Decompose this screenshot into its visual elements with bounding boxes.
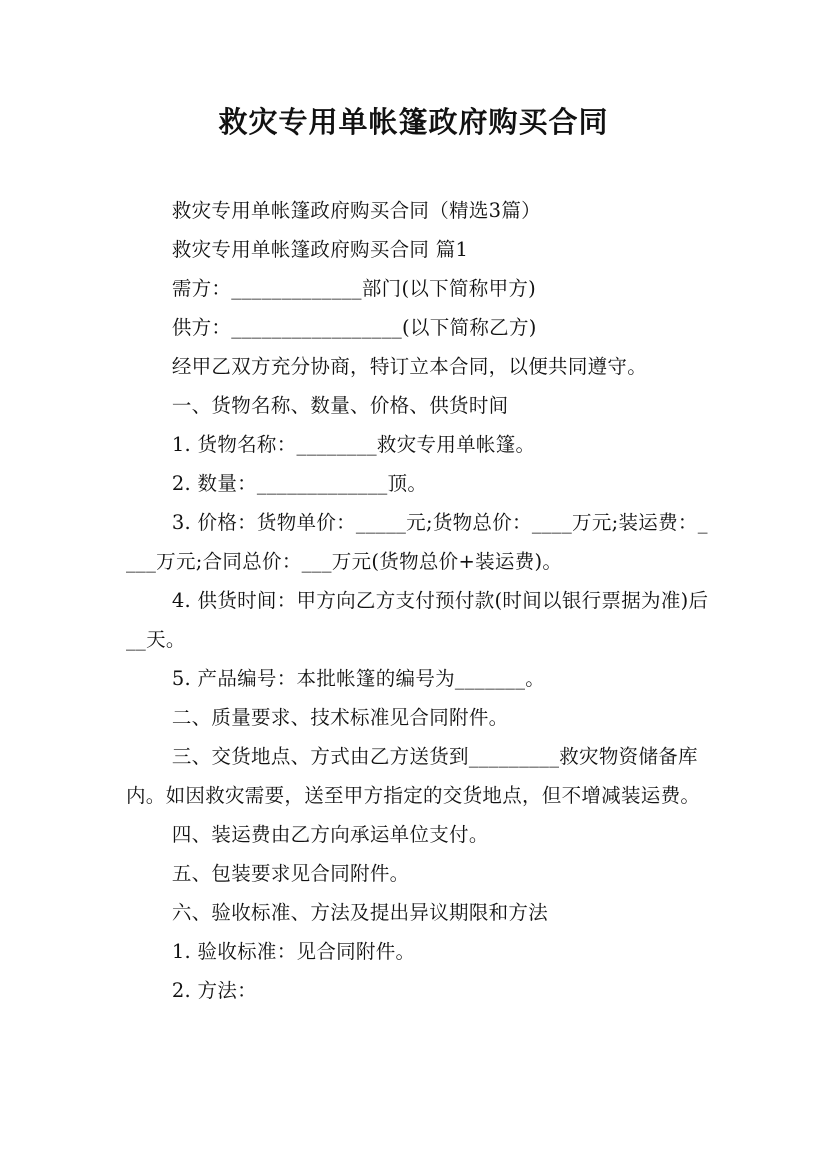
paragraph-acceptance-method: 2. 方法： [171, 979, 257, 1002]
document-title: 救灾专用单帐篷政府购买合同 [218, 105, 609, 139]
paragraph-item-quantity: 2. 数量：_____________顶。 [171, 472, 428, 495]
paragraph-clause-2: 二、质量要求、技术标准见合同附件。 [171, 706, 509, 729]
paragraph-clause-6: 六、验收标准、方法及提出异议期限和方法 [171, 901, 549, 924]
paragraph-item-serial: 5. 产品编号：本批帐篷的编号为_______。 [171, 667, 546, 690]
paragraph-clause-5: 五、包装要求见合同附件。 [171, 862, 410, 885]
paragraph-buyer: 需方：_____________部门(以下简称甲方) [171, 277, 537, 300]
paragraph-subtitle: 救灾专用单帐篷政府购买合同（精选3篇） [171, 199, 541, 222]
paragraph-acceptance-standard: 1. 验收标准：见合同附件。 [171, 940, 416, 963]
paragraph-section-heading: 救灾专用单帐篷政府购买合同 篇1 [171, 238, 469, 261]
document-body [126, 191, 711, 1010]
paragraph-clause-1: 一、货物名称、数量、价格、供货时间 [171, 394, 509, 417]
paragraph-clause-4: 四、装运费由乙方向承运单位支付。 [171, 823, 489, 846]
paragraph-supplier: 供方：_________________(以下简称乙方) [171, 316, 537, 339]
paragraph-item-price: 3. 价格：货物单价：_____元;货物总价：____万元;装运费：____万元;合同总价：___万元(货物总价+装运费)。 [126, 511, 708, 573]
paragraph-clause-3: 三、交货地点、方式由乙方送货到_________救灾物资储备库内。如因救灾需要，送至甲方指定的交货地点，但不增减装运费。 [126, 745, 701, 807]
paragraph-item-name: 1. 货物名称：________救灾专用单帐篷。 [171, 433, 536, 456]
paragraph-agreement: 经甲乙双方充分协商，特订立本合同，以便共同遵守。 [171, 355, 648, 378]
paragraph-item-delivery-time: 4. 供货时间：甲方向乙方支付预付款(时间以银行票据为准)后__天。 [126, 589, 709, 651]
